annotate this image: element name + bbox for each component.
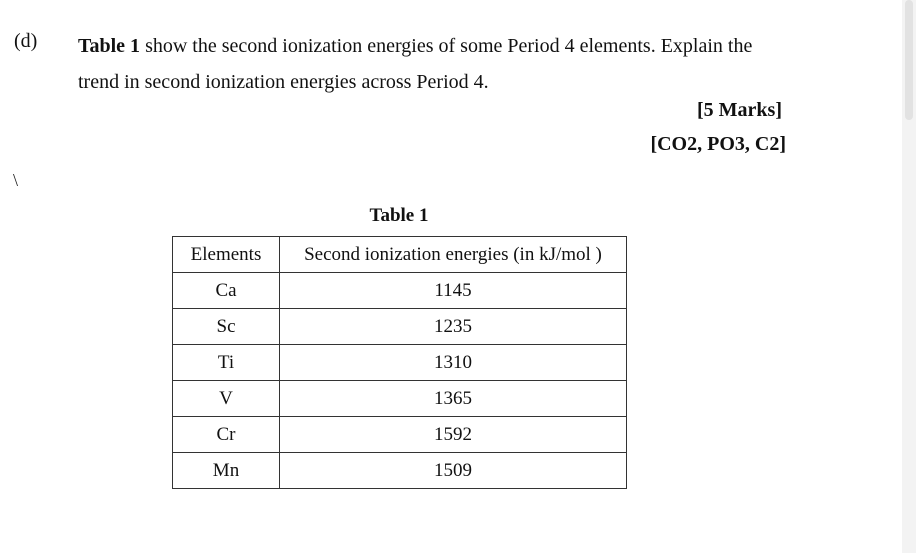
question-label: (d) xyxy=(14,30,38,52)
question-text xyxy=(78,28,818,100)
energy-cell: 1365 xyxy=(280,381,627,417)
header-ionization-energy: Second ionization energies (in kJ/mol ) xyxy=(280,237,627,273)
table-row xyxy=(173,417,627,453)
energy-cell: 1310 xyxy=(280,345,627,381)
table-row xyxy=(173,453,627,489)
table-reference: Table 1 xyxy=(78,35,141,57)
element-cell: Cr xyxy=(173,417,280,453)
element-cell: Ti xyxy=(173,345,280,381)
question-line-2: trend in second ionization energies across Period 4. xyxy=(78,71,489,93)
element-cell: V xyxy=(173,381,280,417)
ionization-energy-table xyxy=(172,236,627,489)
energy-cell: 1235 xyxy=(280,309,627,345)
marks-label: [5 Marks] xyxy=(697,99,782,121)
course-outcomes-label: [CO2, PO3, C2] xyxy=(650,133,786,155)
question-line-1: show the second ionization energies of some Period 4 elements. Explain the xyxy=(140,35,753,57)
table-header-row xyxy=(173,237,627,273)
table-row xyxy=(173,273,627,309)
energy-cell: 1145 xyxy=(280,273,627,309)
element-cell: Mn xyxy=(173,453,280,489)
energy-cell: 1509 xyxy=(280,453,627,489)
header-elements: Elements xyxy=(173,237,280,273)
stray-mark: \ xyxy=(13,170,19,190)
element-cell: Ca xyxy=(173,273,280,309)
energy-cell: 1592 xyxy=(280,417,627,453)
table-row xyxy=(173,309,627,345)
table-caption: Table 1 xyxy=(369,205,429,226)
table-row xyxy=(173,381,627,417)
table-row xyxy=(173,345,627,381)
element-cell: Sc xyxy=(173,309,280,345)
scrollbar-thumb[interactable] xyxy=(905,0,913,120)
scrollbar-track[interactable] xyxy=(902,0,916,553)
